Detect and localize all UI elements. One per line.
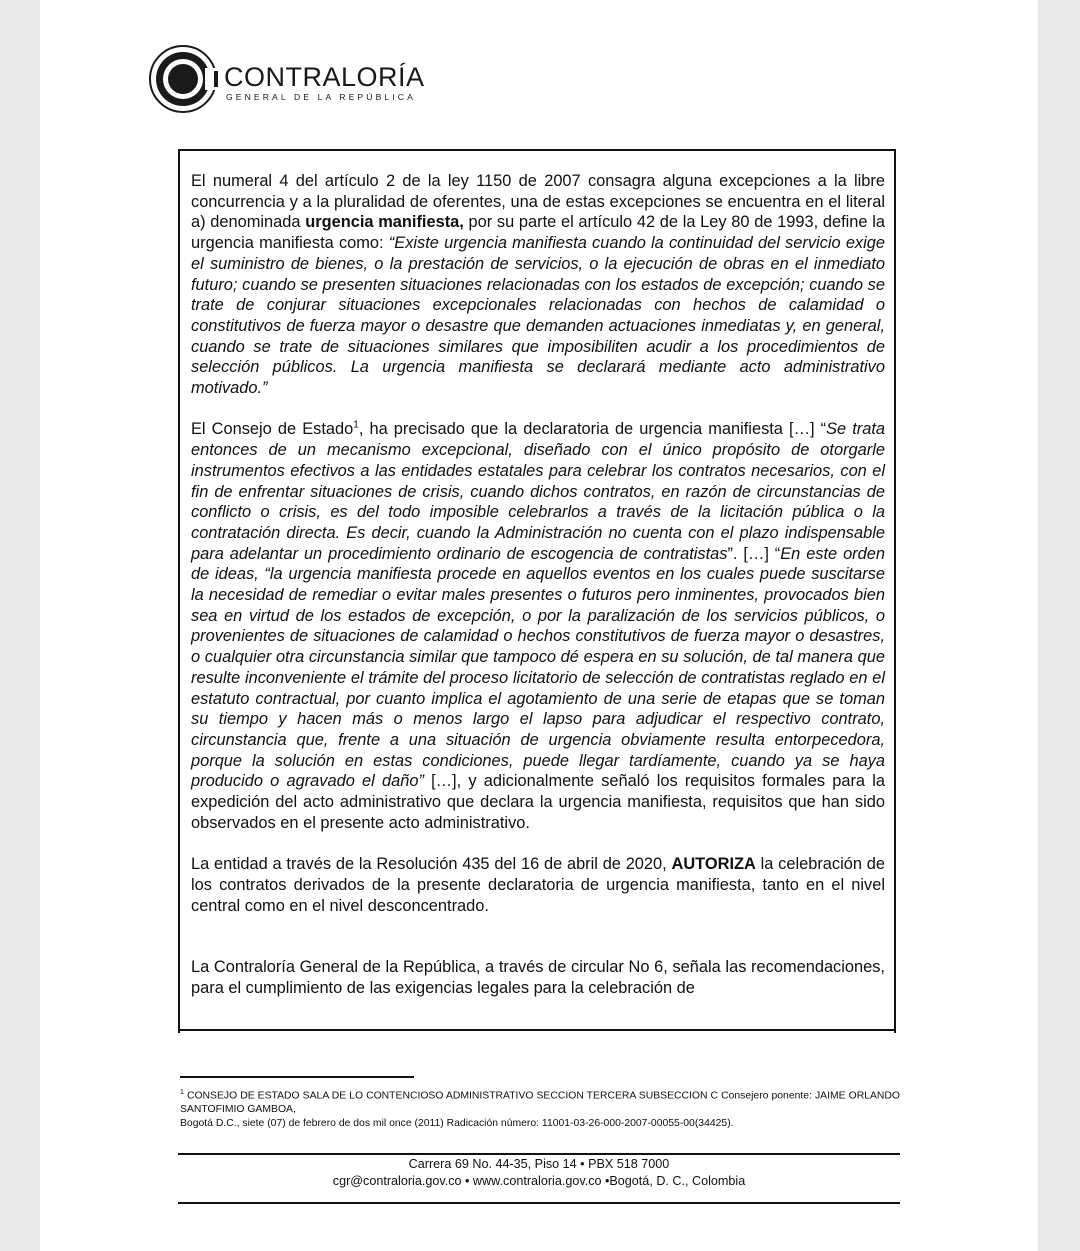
footnote-mark: 1 xyxy=(180,1089,184,1096)
footnote xyxy=(180,1086,900,1131)
paragraph-2 xyxy=(191,419,885,833)
quote-italic: Se trata entonces de un mecanismo excepcional, diseñado con el único propósito de otorgarle instrumentos efectivos a las entidades estatales para celebrar los contratos necesarios, con el fin de enfrentar situaciones de crisis, cuando dichos contratos, en razón de circunstancias de conflicto o crisis, es del todo imposible celebrarlos a través de la licitación pública o la contratación directa. Es decir, cuando la Administración no cuenta con el plazo indispensable para adelantar un procedimiento ordinario de escogencia de contratistas xyxy=(191,420,885,563)
logo-wordmark: CONTRALORÍA xyxy=(224,62,425,92)
frame-bottom-border xyxy=(178,1029,894,1031)
contraloria-logo xyxy=(148,44,428,114)
content-frame xyxy=(178,149,896,1033)
body-text xyxy=(191,171,885,1019)
text-run: El Consejo de Estado xyxy=(191,420,354,439)
logo-subtitle: GENERAL DE LA REPÚBLICA xyxy=(226,92,416,102)
footer-bottom-rule xyxy=(178,1202,900,1204)
logo-circle-icon xyxy=(148,44,218,114)
quote-italic: “Existe urgencia manifiesta cuando la continuidad del servicio exige el suministro de bienes, o la prestación de servicios, o la ejecución de obras en el inmediato futuro; cuando se presenten situaciones relacionadas con los estados de excepción; cuando se trate de conjurar situaciones excepcionales relacionadas con hechos de calamidad o constitutivos de fuerza mayor o desastre que demanden actuaciones inmediatas y, en general, cuando se trate de situaciones similares que imposibiliten acudir a los procedimientos de selección públicos. La urgencia manifiesta se declarará mediante acto administrativo motivado.” xyxy=(191,234,885,398)
footnote-line-1: CONSEJO DE ESTADO SALA DE LO CONTENCIOSO ADMINISTRATIVO SECCION TERCERA SUBSECCION C Consejero ponente: JAIME ORLANDO SANTOFIMIO GAMBOA, xyxy=(180,1090,900,1116)
text-run: La entidad a través de la Resolución 435 del 16 de abril de 2020, xyxy=(191,855,672,874)
text-run: la celebración de los contratos derivados de la presente declaratoria de urgencia manifiesta, tanto en el nivel central como en el nivel desconcentrado. xyxy=(191,855,885,915)
text-run: ”. […] “ xyxy=(727,544,781,563)
footnote-line-2: Bogotá D.C., siete (07) de febrero de dos mil once (2011) Radicación número: 11001-03-26-000-2007-00055-00(34425). xyxy=(180,1118,734,1130)
bold-term: AUTORIZA xyxy=(671,855,756,874)
footer-address-block xyxy=(178,1156,900,1189)
footer-address: Carrera 69 No. 44-35, Piso 14 • PBX 518 7000 xyxy=(408,1157,670,1171)
paragraph-1 xyxy=(191,171,885,399)
paragraph-4: La Contraloría General de la República, a través de circular No 6, señala las recomendaciones, para el cumplimiento de las exigencias legales para la celebración de xyxy=(191,958,885,997)
bold-term: urgencia manifiesta, xyxy=(305,213,464,232)
text-run: , ha precisado que la declaratoria de urgencia manifiesta […] “ xyxy=(358,420,827,439)
quote-italic: En este orden de ideas, “la urgencia manifiesta procede en aquellos eventos en los cuales puede suscitarse la necesidad de remediar o evitar males presentes o futuros pero inminentes, provocados bien sea en virtud de los estados de excepción, o por la paralización de los servicios públicos, o provenientes de situaciones de calamidad o hechos constitutivos de fuerza mayor o desastres, o cualquier otra circunstancia similar que tampoco dé espera en su solución, de tal manera que resulte inconveniente el trámite del proceso licitatorio de selección de contratistas reglado en el estatuto contractual, por cuanto implica el agotamiento de una serie de etapas que se toman su tiempo y hacen más o menos largo el lapso para adjudicar el respectivo contrato, circunstancia que, frente a una situación de urgencia obviamente resulta entorpecedora, porque la solución en estas condiciones, puede llegar tardíamente, cuando ya se haya producido o agravado el daño” xyxy=(191,544,885,791)
footnote-ref: 1 xyxy=(353,419,359,431)
text-run: por su parte el artículo 42 de la Ley 80 de 1993, define la urgencia manifiesta como: xyxy=(191,213,885,253)
paragraph-3 xyxy=(191,854,885,916)
footer-contact: cgr@contraloria.gov.co • www.contraloria.gov.co •Bogotá, D. C., Colombia xyxy=(332,1173,746,1188)
document-page xyxy=(40,0,1038,1251)
footnote-separator xyxy=(180,1076,414,1078)
text-run: […], y adicionalmente señaló los requisitos formales para la expedición del acto administrativo que declara la urgencia manifiesta, requisitos que han sido observados en el presente acto administrativo. xyxy=(191,772,885,832)
text-run: El numeral 4 del artículo 2 de la ley 1150 de 2007 consagra alguna excepciones a la libre concurrencia y a la pluralidad de oferentes, una de estas excepciones se encuentra en el literal a) denominada xyxy=(191,172,885,232)
footer-top-rule xyxy=(178,1153,900,1155)
